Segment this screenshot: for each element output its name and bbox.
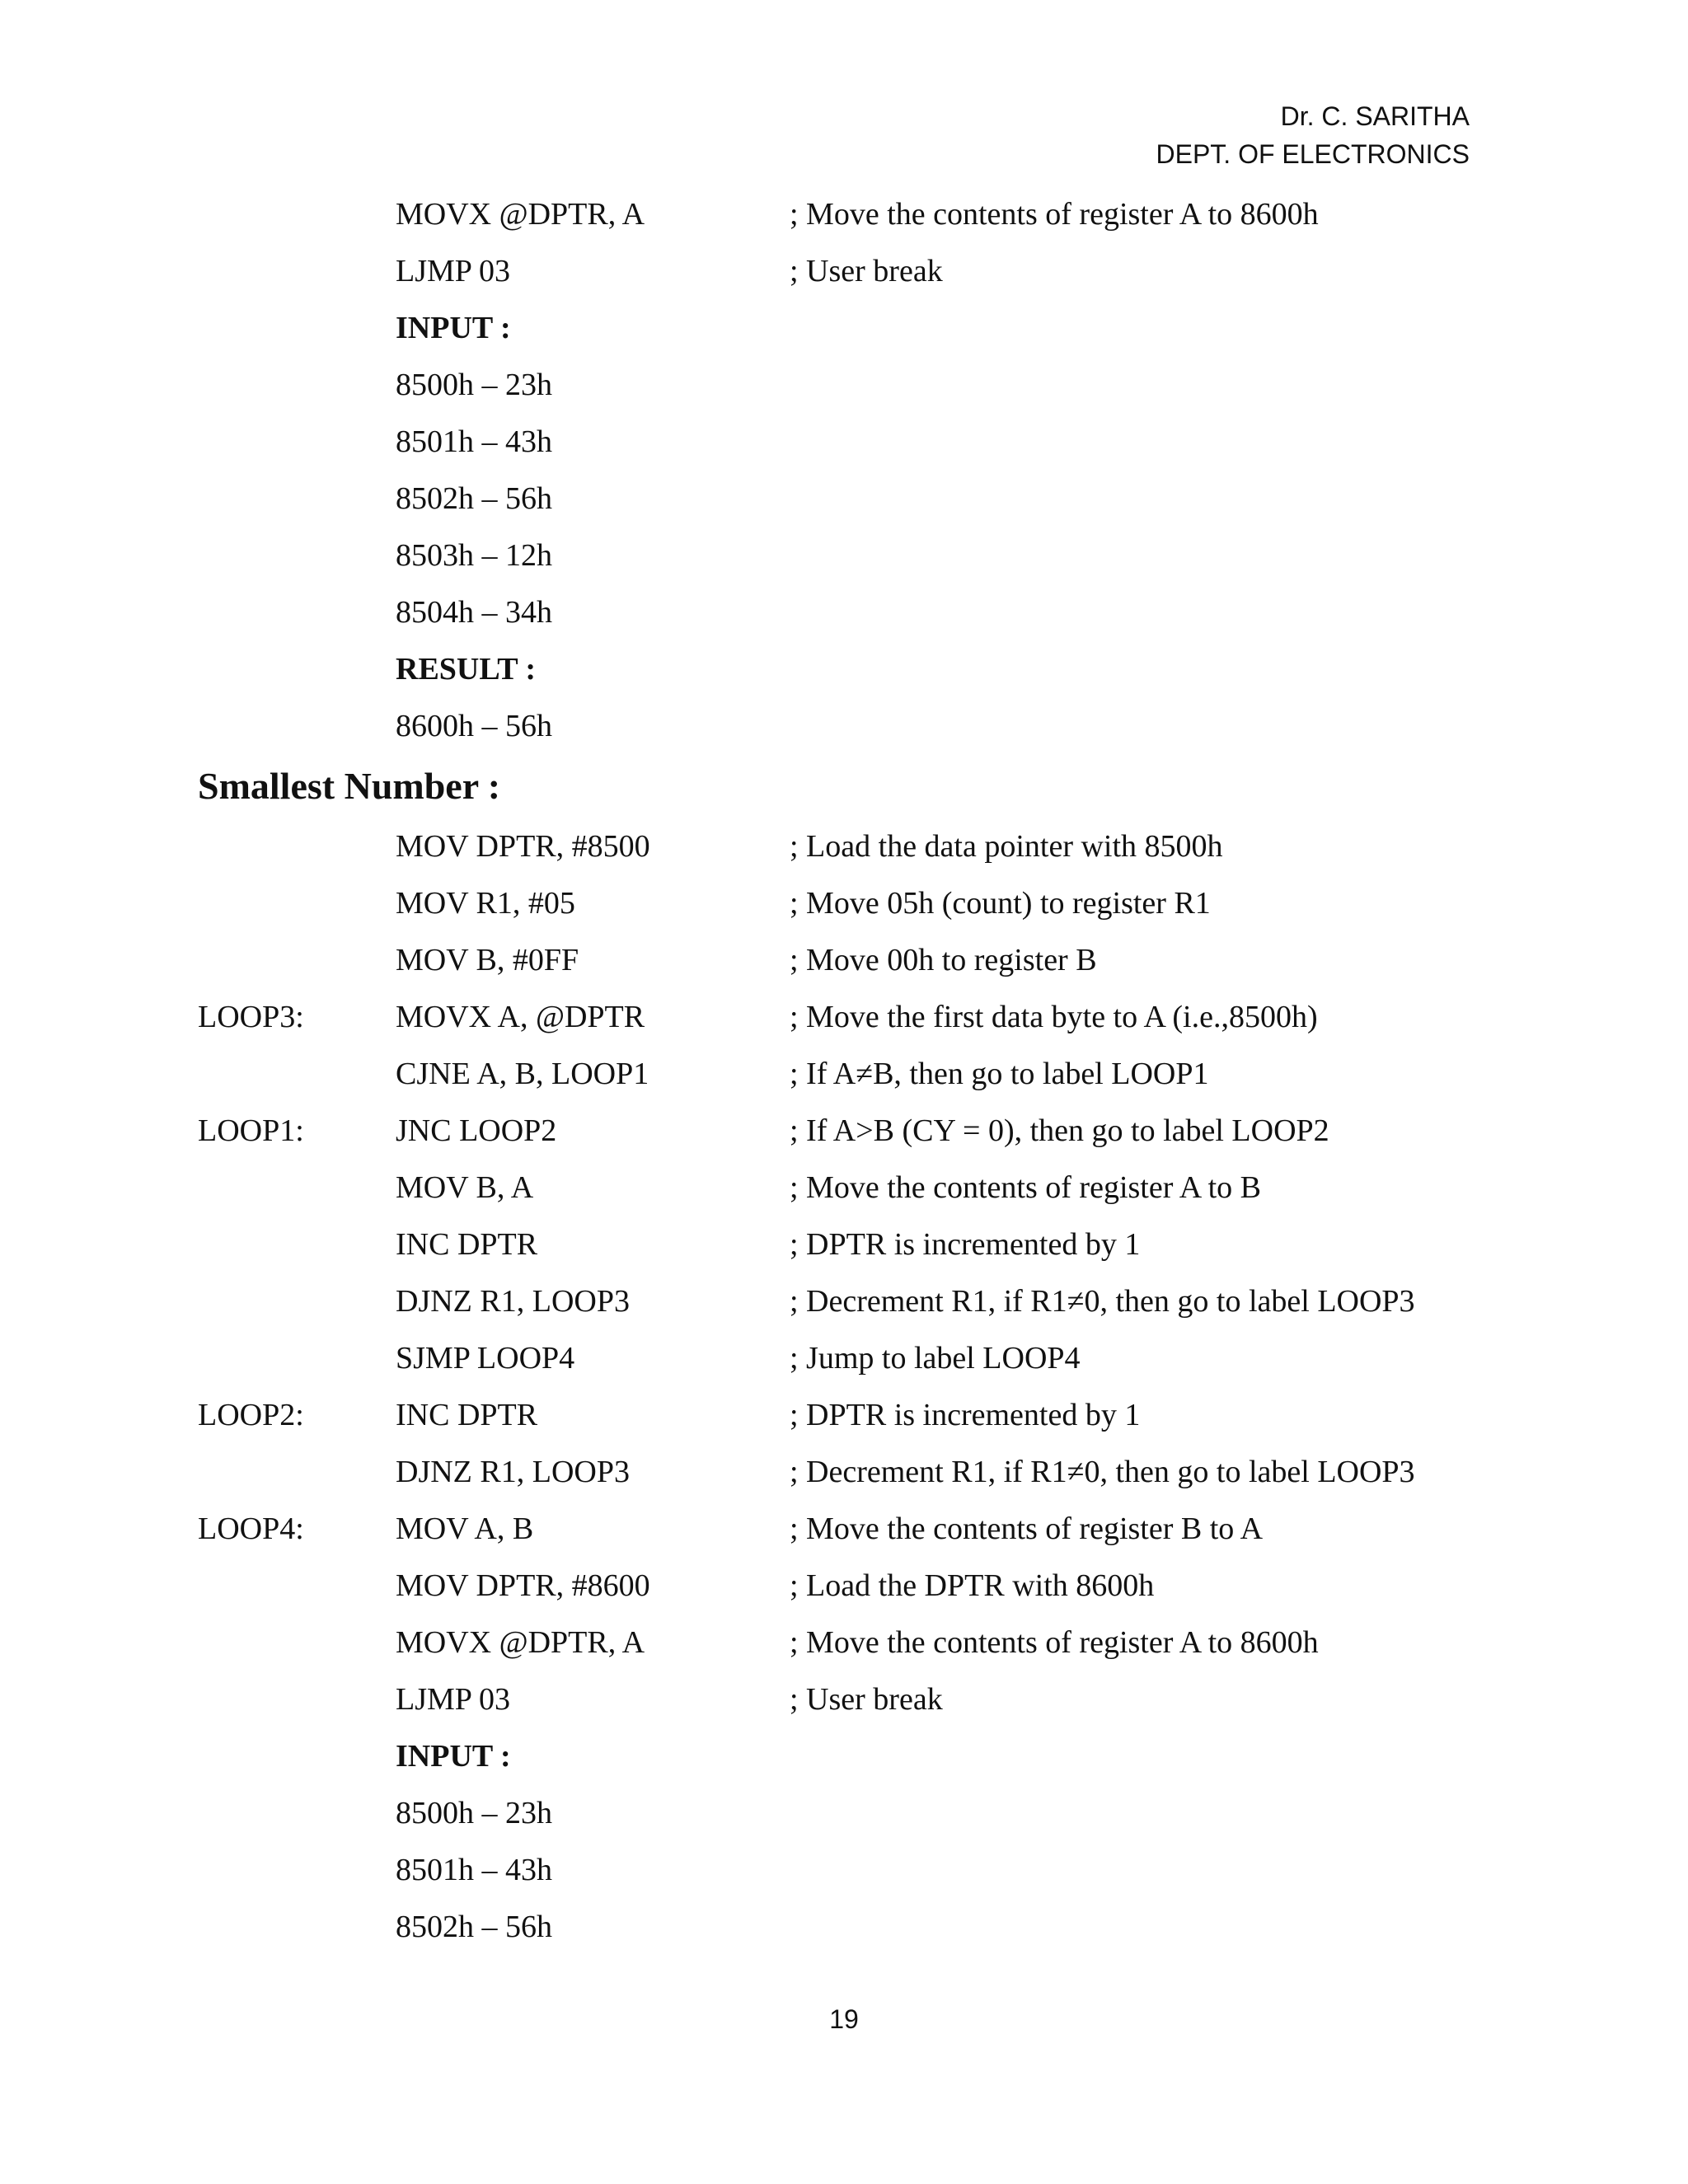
input-heading-row (0, 1732, 1688, 1781)
code-comment: ; If A>B (CY = 0), then go to label LOOP2 (790, 1113, 1329, 1148)
result-value: 8600h – 56h (396, 709, 552, 743)
code-line (0, 1333, 1688, 1383)
code-instruction: MOV B, A (396, 1170, 534, 1205)
code-instruction: SJMP LOOP4 (396, 1341, 575, 1376)
page-header (1156, 97, 1470, 173)
code-line (0, 1106, 1688, 1155)
code-comment: ; Move the contents of register A to 8600h (790, 1625, 1319, 1660)
result-heading-row (0, 644, 1688, 694)
code-line (0, 1163, 1688, 1212)
code-line (0, 1447, 1688, 1497)
code-comment: ; Move 00h to register B (790, 943, 1097, 977)
code-line (0, 1220, 1688, 1269)
code-instruction: INC DPTR (396, 1398, 538, 1432)
input-line (0, 1788, 1688, 1838)
input-value: 8504h – 34h (396, 595, 552, 630)
code-line (0, 935, 1688, 985)
input-value: 8501h – 43h (396, 1853, 552, 1887)
code-instruction: MOVX @DPTR, A (396, 1625, 645, 1660)
code-instruction: DJNZ R1, LOOP3 (396, 1284, 630, 1319)
code-instruction: MOV B, #0FF (396, 943, 579, 977)
code-comment: ; Move the first data byte to A (i.e.,8500h) (790, 1000, 1318, 1034)
code-line (0, 1675, 1688, 1724)
input-value: 8502h – 56h (396, 481, 552, 516)
code-comment: ; Decrement R1, if R1≠0, then go to label LOOP3 (790, 1284, 1415, 1319)
code-comment: ; Jump to label LOOP4 (790, 1341, 1081, 1376)
input-line (0, 588, 1688, 637)
result-line (0, 701, 1688, 751)
code-line (0, 992, 1688, 1042)
code-comment: ; Move 05h (count) to register R1 (790, 886, 1211, 921)
page-number: 19 (829, 2004, 859, 2034)
code-label: LOOP2: (198, 1398, 304, 1432)
department-name: DEPT. OF ELECTRONICS (1156, 139, 1470, 169)
input-line (0, 360, 1688, 410)
code-instruction: JNC LOOP2 (396, 1113, 557, 1148)
input-line (0, 1902, 1688, 1952)
code-instruction: MOV A, B (396, 1511, 534, 1546)
code-line (0, 822, 1688, 871)
code-instruction: MOV DPTR, #8500 (396, 829, 650, 864)
code-comment: ; Move the contents of register A to B (790, 1170, 1262, 1205)
code-label: LOOP4: (198, 1511, 304, 1546)
code-instruction: MOVX A, @DPTR (396, 1000, 645, 1034)
code-comment: ; User break (790, 254, 943, 288)
code-instruction: LJMP 03 (396, 1682, 511, 1717)
code-instruction: DJNZ R1, LOOP3 (396, 1455, 630, 1489)
author-name: Dr. C. SARITHA (1280, 101, 1470, 131)
input-heading: INPUT : (396, 311, 511, 345)
code-instruction: MOVX @DPTR, A (396, 197, 645, 232)
code-instruction: MOV R1, #05 (396, 886, 575, 921)
input-value: 8502h – 56h (396, 1910, 552, 1944)
code-comment: ; DPTR is incremented by 1 (790, 1398, 1141, 1432)
code-instruction: LJMP 03 (396, 254, 511, 288)
code-label: LOOP1: (198, 1113, 304, 1148)
code-line (0, 879, 1688, 928)
code-instruction: INC DPTR (396, 1227, 538, 1262)
input-value: 8500h – 23h (396, 1796, 552, 1830)
code-line (0, 1561, 1688, 1610)
code-label: LOOP3: (198, 1000, 304, 1034)
code-line (0, 1504, 1688, 1554)
input-line (0, 531, 1688, 580)
code-comment: ; Move the contents of register B to A (790, 1511, 1264, 1546)
input-value: 8503h – 12h (396, 538, 552, 573)
code-comment: ; User break (790, 1682, 943, 1717)
input-line (0, 474, 1688, 523)
code-comment: ; Decrement R1, if R1≠0, then go to label LOOP3 (790, 1455, 1415, 1489)
input-value: 8500h – 23h (396, 368, 552, 402)
code-line (0, 1390, 1688, 1440)
result-heading: RESULT : (396, 652, 537, 687)
input-heading: INPUT : (396, 1739, 511, 1774)
code-comment: ; Load the DPTR with 8600h (790, 1568, 1155, 1603)
input-line (0, 417, 1688, 466)
input-heading-row (0, 303, 1688, 353)
code-comment: ; DPTR is incremented by 1 (790, 1227, 1141, 1262)
code-line (0, 1277, 1688, 1326)
code-line (0, 190, 1688, 239)
section-heading: Smallest Number : (198, 765, 501, 807)
code-comment: ; If A≠B, then go to label LOOP1 (790, 1057, 1209, 1091)
code-instruction: MOV DPTR, #8600 (396, 1568, 650, 1603)
code-comment: ; Load the data pointer with 8500h (790, 829, 1223, 864)
code-line (0, 1049, 1688, 1099)
input-value: 8501h – 43h (396, 424, 552, 459)
code-instruction: CJNE A, B, LOOP1 (396, 1057, 649, 1091)
code-comment: ; Move the contents of register A to 8600h (790, 197, 1319, 232)
code-line (0, 1618, 1688, 1667)
input-line (0, 1845, 1688, 1895)
code-line (0, 246, 1688, 296)
